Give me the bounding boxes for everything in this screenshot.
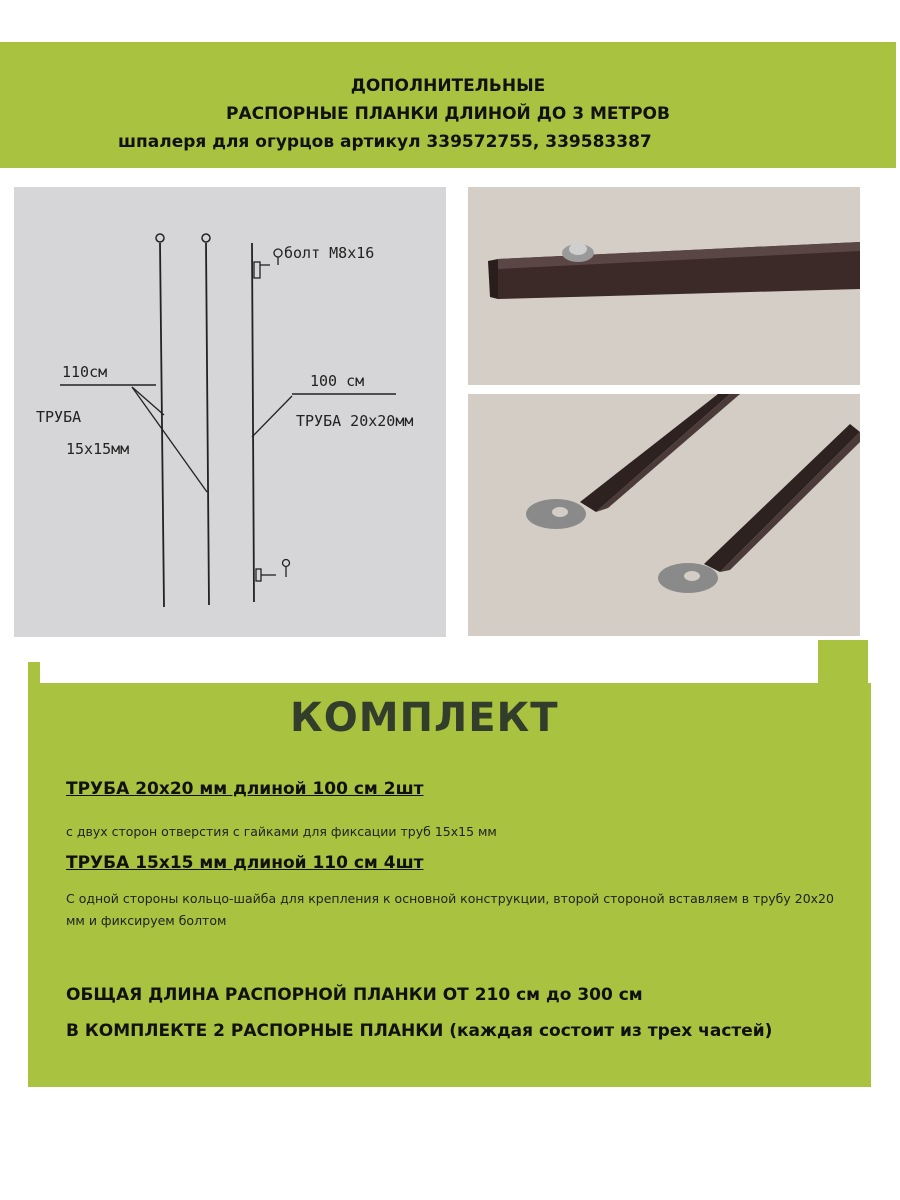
- item2-note: С одной стороны кольцо-шайба для крепления к основной конструкции, второй стороной вставляем в трубу 20х20 мм и фиксируем болтом: [66, 891, 834, 928]
- kit-section: [28, 683, 871, 1087]
- sketch-drawing: [14, 187, 446, 637]
- item2-heading: ТРУБА 15х15 мм длиной 110 см 4шт: [66, 853, 424, 873]
- photo-tubes-with-washers: [468, 394, 860, 636]
- rod-ring-2: [202, 234, 210, 242]
- kit-contents: В КОМПЛЕКТЕ 2 РАСПОРНЫЕ ПЛАНКИ (каждая состоит из трех частей): [66, 1021, 773, 1041]
- rod-15x15-a: [160, 243, 164, 607]
- right-length-label: 100 см: [310, 372, 365, 390]
- item1-heading: ТРУБА 20х20 мм длиной 100 см 2шт: [66, 779, 424, 799]
- total-length: ОБЩАЯ ДЛИНА РАСПОРНОЙ ПЛАНКИ ОТ 210 см до 300 см: [66, 985, 643, 1005]
- left-tube-label-1: ТРУБА: [36, 408, 82, 426]
- bolt-top-icon: [254, 262, 260, 278]
- left-tube-label-2: 15x15мм: [66, 440, 130, 458]
- rod-20x20: [252, 243, 254, 602]
- header-line-3: шпалеря для огурцов артикул 339572755, 339583387: [118, 132, 652, 152]
- header-line-2: РАСПОРНЫЕ ПЛАНКИ ДЛИНОЙ ДО 3 МЕТРОВ: [226, 104, 670, 124]
- left-length-label: 110см: [62, 363, 108, 381]
- header-banner: [0, 42, 896, 168]
- photo-tube-with-nut: [468, 187, 860, 385]
- right-tube-label: ТРУБА 20x20мм: [296, 412, 414, 430]
- hand-drawn-sketch: [14, 187, 446, 637]
- bolt-bottom-icon: [256, 569, 261, 581]
- item1-note: с двух сторон отверстия с гайками для фиксации труб 15х15 мм: [66, 824, 497, 839]
- kit-title: КОМПЛЕКТ: [290, 695, 559, 741]
- rod-15x15-b: [206, 243, 209, 605]
- header-line-1: ДОПОЛНИТЕЛЬНЫЕ: [350, 76, 546, 96]
- bolt-label: болт M8x16: [284, 244, 375, 262]
- rod-ring-1: [156, 234, 164, 242]
